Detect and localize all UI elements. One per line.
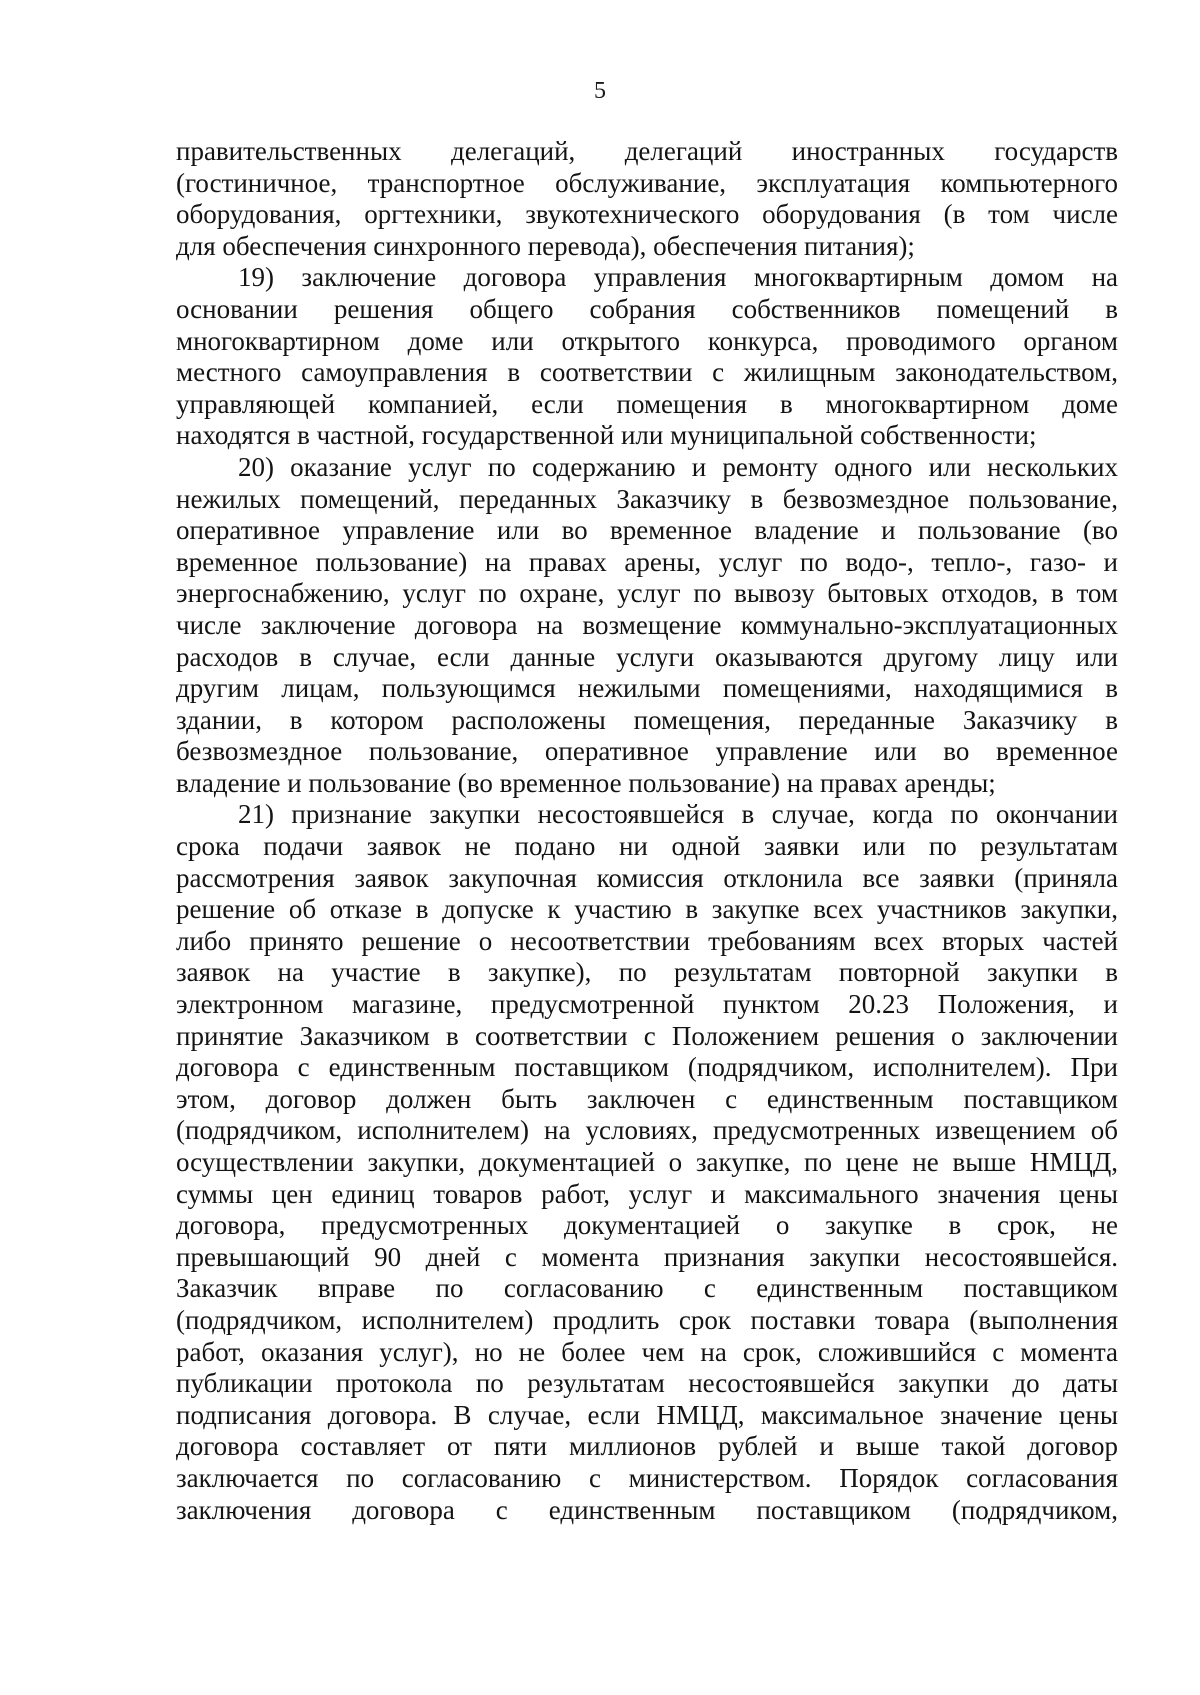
text-line: основании решения общего собрания собственников помещений в [176,293,1118,324]
text-line: публикации протокола по результатам несостоявшейся закупки до даты [176,1368,1118,1399]
text-line: другим лицам, пользующимся нежилыми помещениями, находящимися в [176,673,1118,704]
text-line: оперативное управление или во временное владение и пользование (во [176,515,1118,546]
text-line: (подрядчиком, исполнителем) продлить срок поставки товара (выполнения [176,1304,1118,1335]
text-line: электронном магазине, предусмотренной пунктом 20.23 Положения, и [176,989,1118,1020]
text-line: расходов в случае, если данные услуги оказываются другому лицу или [176,641,1118,672]
text-line: здании, в котором расположены помещения, переданные Заказчику в [176,704,1118,735]
paragraph-20-first-line: 20) оказание услуг по содержанию и ремонту одного или нескольких [238,451,1118,482]
text-line: договора, предусмотренных документацией о закупке в срок, не [176,1210,1118,1241]
text-line: местного самоуправления в соответствии с жилищным законодательством, [176,357,1118,388]
text-line: работ, оказания услуг), но не более чем на срок, сложившийся с момента [176,1336,1118,1367]
text-line: многоквартирном доме или открытого конкурса, проводимого органом [176,325,1118,356]
text-line: правительственных делегаций, делегаций иностранных государств [176,136,1118,166]
text-line: подписания договора. В случае, если НМЦД, максимальное значение цены [176,1399,1118,1430]
text-line: временное пользование) на правах арены, услуг по водо-, тепло-, газо- и [176,546,1118,577]
text-line: (подрядчиком, исполнителем) на условиях, предусмотренных извещением об [176,1115,1118,1146]
text-line: рассмотрения заявок закупочная комиссия отклонила все заявки (приняла [176,862,1118,893]
text-line: решение об отказе в допуске к участию в закупке всех участников закупки, [176,894,1118,925]
text-line: энергоснабжению, услуг по охране, услуг по вывозу бытовых отходов, в том [176,578,1118,609]
text-line: срока подачи заявок не подано ни одной заявки или по результатам [176,831,1118,862]
text-line: управляющей компанией, если помещения в многоквартирном доме [176,388,1118,419]
text-line: нежилых помещений, переданных Заказчику в безвозмездное пользование, [176,483,1118,514]
text-line: числе заключение договора на возмещение коммунально-эксплуатационных [176,609,1118,640]
paragraph-19-first-line: 19) заключение договора управления многоквартирным домом на [238,262,1118,293]
text-line: осуществлении закупки, документацией о закупке, по цене не выше НМЦД, [176,1147,1118,1177]
page-number: 5 [594,78,606,104]
text-line: суммы цен единиц товаров работ, услуг и максимального значения цены [176,1178,1118,1209]
text-line: безвозмездное пользование, оперативное управление или во временное [176,736,1118,767]
text-line: владение и пользование (во временное пользование) на правах аренды; [176,767,996,798]
text-line: принятие Заказчиком в соответствии с Положением решения о заключении [176,1020,1118,1051]
text-line: оборудования, оргтехники, звукотехнического оборудования (в том числе [176,199,1118,230]
text-line: этом, договор должен быть заключен с единственным поставщиком [176,1083,1118,1114]
paragraph-21-first-line: 21) признание закупки несостоявшейся в случае, когда по окончании [238,799,1118,830]
text-line: договора составляет от пяти миллионов рублей и выше такой договор [176,1431,1118,1462]
text-line: заявок на участие в закупке), по результатам повторной закупки в [176,957,1118,988]
text-line: для обеспечения синхронного перевода), обеспечения питания); [176,230,915,261]
text-line: договора с единственным поставщиком (подрядчиком, исполнителем). При [176,1052,1118,1083]
text-line: либо принято решение о несоответствии требованиям всех вторых частей [176,925,1118,956]
text-line: заключения договора с единственным поставщиком (подрядчиком, [176,1494,1118,1525]
text-line: (гостиничное, транспортное обслуживание, эксплуатация компьютерного [176,167,1118,198]
document-body [176,136,1118,1526]
text-line: заключается по согласованию с министерством. Порядок согласования [176,1462,1118,1493]
text-line: превышающий 90 дней с момента признания закупки несостоявшейся. [176,1241,1118,1272]
text-line: Заказчик вправе по согласованию с единственным поставщиком [176,1273,1118,1304]
text-line: находятся в частной, государственной или муниципальной собственности; [176,420,1037,451]
